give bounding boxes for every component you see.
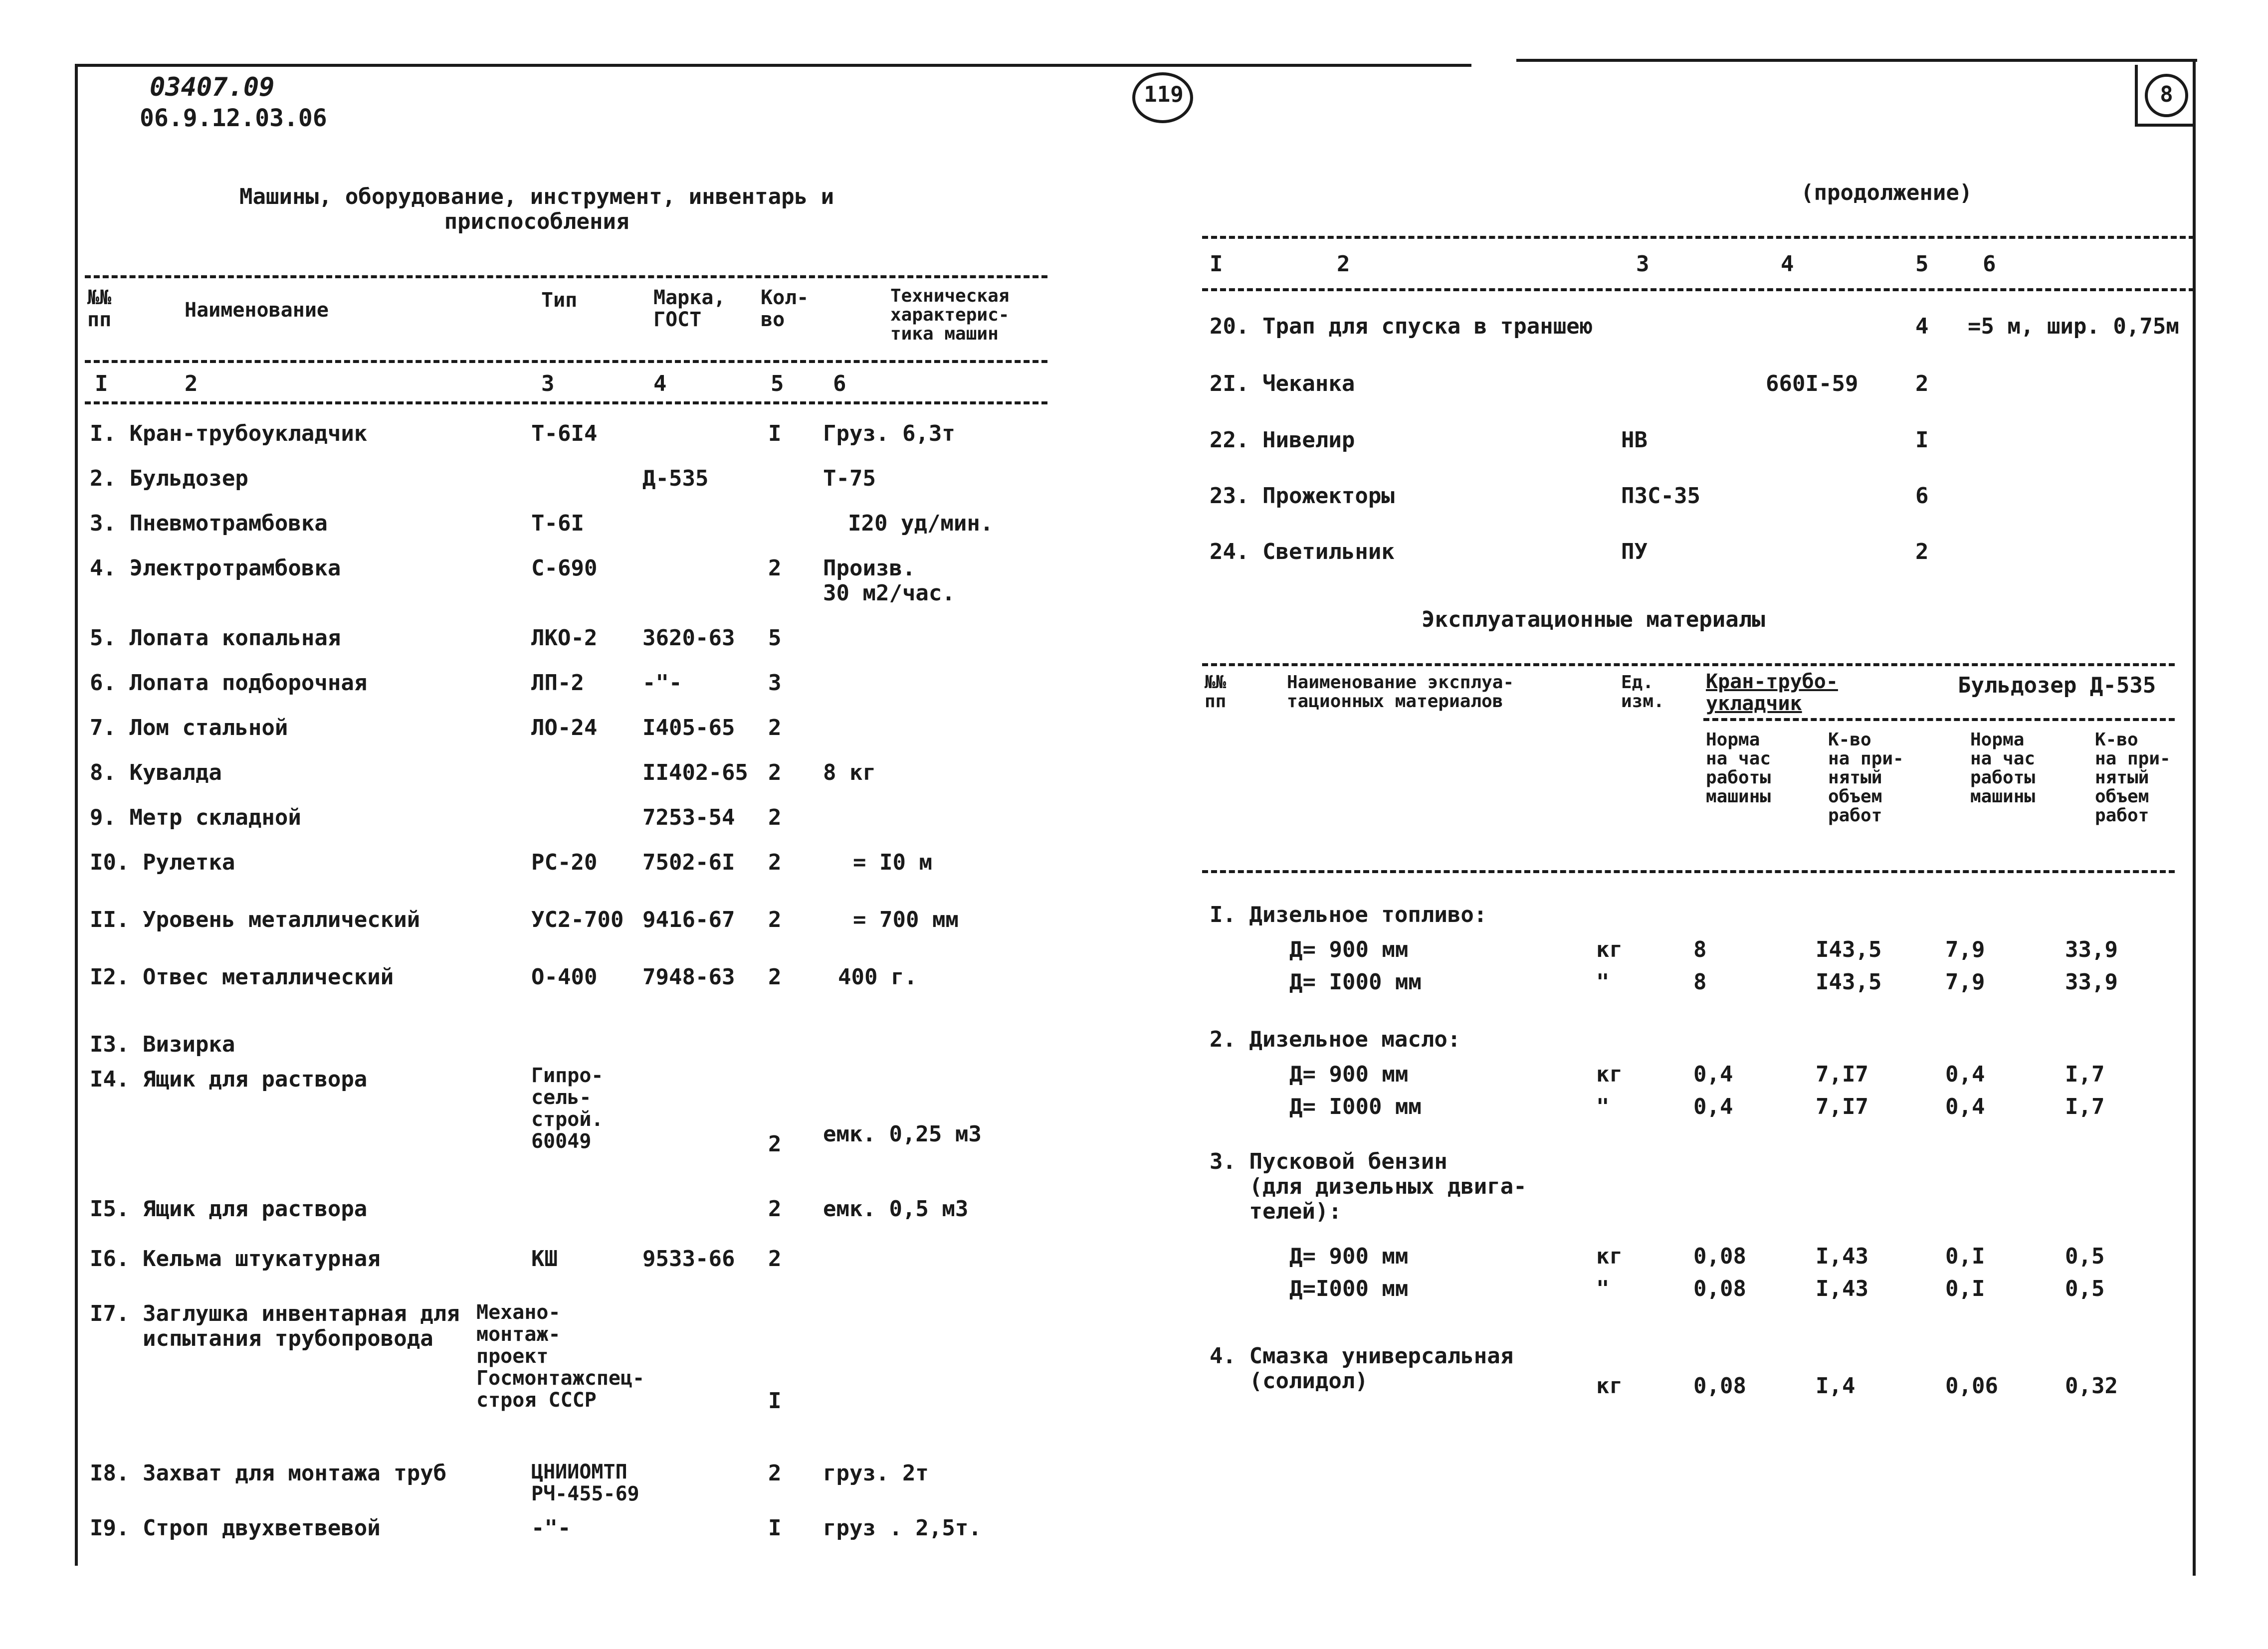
left-col-name: Наименование: [185, 299, 329, 322]
material-norm-bulldozer: 7,9: [1945, 969, 1985, 995]
equipment-name: I. Кран-трубоукладчик: [90, 421, 368, 446]
equipment-qty: 2: [768, 1131, 782, 1157]
material-qty-crane: I43,5: [1816, 969, 1882, 995]
equipment-name: 7. Лом стальной: [90, 715, 288, 740]
material-norm-crane: 0,4: [1693, 1062, 1733, 1087]
materials-header-bottom-line: [1202, 870, 2175, 873]
left-column-number: I: [95, 371, 108, 396]
equipment-mark: 9416-67: [642, 907, 735, 932]
equipment-qty: 2: [768, 907, 782, 932]
material-qty-crane: I43,5: [1816, 937, 1882, 962]
left-col-type: Тип: [541, 289, 578, 312]
materials-col-norm-1: Норма на час работы машины: [1706, 730, 1771, 807]
left-column-number: 2: [185, 371, 198, 396]
material-unit: кг: [1596, 937, 1623, 962]
equipment-qty: I: [768, 1515, 782, 1541]
left-column-number: 6: [833, 371, 846, 396]
material-qty-crane: I,4: [1816, 1373, 1856, 1399]
right-column-number: 4: [1781, 251, 1794, 277]
sheet-number: 8: [2160, 82, 2173, 107]
material-diameter: Д= 900 мм: [1289, 1244, 1409, 1269]
equipment-mark: 7253-54: [642, 805, 735, 830]
equipment-name: I8. Захват для монтажа труб: [90, 1461, 447, 1486]
material-unit: ": [1596, 1276, 1610, 1301]
frame-top-right: [1516, 59, 2197, 62]
left-column-number: 5: [771, 371, 784, 396]
left-col-tech: Техническая характерис- тика машин: [890, 286, 1010, 344]
materials-col-unit: Ед. изм.: [1621, 672, 1664, 712]
equipment-name: II. Уровень металлический: [90, 907, 420, 932]
equipment-qty: 4: [1915, 314, 1929, 339]
equipment-name: I9. Строп двухветвевой: [90, 1515, 381, 1541]
right-column-number: 3: [1636, 251, 1649, 277]
equipment-qty: 2: [768, 1246, 782, 1272]
doc-code: 06.9.12.03.06: [140, 104, 327, 132]
left-column-number: 4: [653, 371, 667, 396]
equipment-tech: Т-75: [823, 466, 876, 491]
material-norm-bulldozer: 0,4: [1945, 1062, 1985, 1087]
material-norm-crane: 0,08: [1693, 1276, 1746, 1301]
material-title: 3. Пусковой бензин (для дизельных двига- телей):: [1210, 1149, 1527, 1224]
equipment-type: ЦНИИОМТП РЧ-455-69: [531, 1461, 639, 1505]
left-column-number: 3: [541, 371, 555, 396]
frame-top-left: [75, 64, 1471, 67]
materials-col-name: Наименование эксплуа- тационных материалов: [1287, 672, 1514, 712]
equipment-tech: Груз. 6,3т: [823, 421, 955, 446]
materials-header-top-line: [1202, 663, 2175, 666]
materials-title: Эксплуатационные материалы: [1422, 607, 1765, 632]
equipment-name: 23. Прожекторы: [1210, 483, 1395, 509]
equipment-name: 5. Лопата копальная: [90, 625, 341, 651]
equipment-type: С-690: [531, 555, 598, 581]
sheet-number-box: [2135, 65, 2138, 125]
materials-col-qty-1: К-во на при- нятый объем работ: [1828, 730, 1904, 826]
equipment-qty: 2: [1915, 539, 1929, 564]
material-qty-bulldozer: 0,5: [2065, 1244, 2105, 1269]
left-title: Машины, оборудование, инструмент, инвентарь и приспособления: [239, 184, 834, 234]
equipment-tech: емк. 0,5 м3: [823, 1196, 969, 1222]
equipment-qty: 2: [1915, 371, 1929, 396]
material-norm-bulldozer: 7,9: [1945, 937, 1985, 962]
right-header-bottom-line: [1202, 288, 2195, 291]
equipment-tech: груз. 2т: [823, 1461, 929, 1486]
left-header-top-line: [85, 275, 1047, 278]
equipment-name: I3. Визирка: [90, 1032, 235, 1057]
equipment-mark: II402-65: [642, 760, 748, 785]
material-norm-crane: 8: [1693, 937, 1707, 962]
material-diameter: Д= I000 мм: [1289, 1094, 1422, 1119]
equipment-tech: I20 уд/мин.: [848, 511, 994, 536]
right-header-top-line: [1202, 236, 2195, 239]
equipment-qty: 2: [768, 1461, 782, 1486]
equipment-qty: 2: [768, 850, 782, 875]
material-norm-bulldozer: 0,I: [1945, 1244, 1985, 1269]
equipment-mark: 7502-6I: [642, 850, 735, 875]
material-qty-bulldozer: I,7: [2065, 1094, 2105, 1119]
material-qty-bulldozer: 0,5: [2065, 1276, 2105, 1301]
material-unit: кг: [1596, 1062, 1623, 1087]
equipment-tech: =5 м, шир. 0,75м: [1968, 314, 2179, 339]
equipment-type: ЛП-2: [531, 670, 584, 696]
left-header-mid-line: [85, 360, 1047, 363]
material-norm-bulldozer: 0,06: [1945, 1373, 1998, 1399]
equipment-tech: 8 кг: [823, 760, 876, 785]
frame-right: [2193, 60, 2196, 1576]
equipment-name: 2I. Чеканка: [1210, 371, 1355, 396]
equipment-qty: 2: [768, 715, 782, 740]
material-diameter: Д=I000 мм: [1289, 1276, 1409, 1301]
equipment-type: Т-6I: [531, 511, 584, 536]
equipment-qty: 2: [768, 805, 782, 830]
materials-col-norm-2: Норма на час работы машины: [1970, 730, 2036, 807]
material-qty-crane: 7,I7: [1816, 1062, 1868, 1087]
material-qty-crane: I,43: [1816, 1276, 1868, 1301]
frame-left: [75, 65, 78, 1566]
equipment-mark: 3620-63: [642, 625, 735, 651]
material-unit: ": [1596, 969, 1610, 995]
equipment-qty: 5: [768, 625, 782, 651]
materials-group-line: [1703, 718, 2175, 721]
equipment-type: О-400: [531, 964, 598, 990]
equipment-mark: -"-: [642, 670, 682, 696]
equipment-type: ЛКО-2: [531, 625, 598, 651]
equipment-type: РС-20: [531, 850, 598, 875]
right-column-number: 5: [1915, 251, 1929, 277]
materials-col-no: №№ пп: [1205, 672, 1227, 712]
material-qty-crane: I,43: [1816, 1244, 1868, 1269]
equipment-name: 2. Бульдозер: [90, 466, 248, 491]
materials-col-group2: Бульдозер Д-535: [1958, 673, 2156, 698]
equipment-tech: = 700 мм: [853, 907, 959, 932]
material-unit: кг: [1596, 1373, 1623, 1399]
material-diameter: Д= I000 мм: [1289, 969, 1422, 995]
material-unit: ": [1596, 1094, 1610, 1119]
equipment-qty: 6: [1915, 483, 1929, 509]
equipment-qty: 3: [768, 670, 782, 696]
equipment-qty: 2: [768, 555, 782, 581]
equipment-type: Гипро- сель- строй. 60049: [531, 1064, 604, 1153]
equipment-type: ПУ: [1621, 539, 1648, 564]
equipment-name: I7. Заглушка инвентарная для испытания трубопровода: [90, 1301, 460, 1351]
material-title: 4. Смазка универсальная (солидол): [1210, 1343, 1514, 1394]
material-norm-bulldozer: 0,4: [1945, 1094, 1985, 1119]
handwritten-doc-code: 03407.09: [150, 72, 275, 102]
equipment-type: Т-6I4: [531, 421, 598, 446]
equipment-qty: I: [768, 1388, 782, 1414]
right-column-number: 6: [1983, 251, 1996, 277]
material-norm-crane: 0,08: [1693, 1244, 1746, 1269]
material-norm-crane: 0,4: [1693, 1094, 1733, 1119]
equipment-name: 20. Трап для спуска в траншею: [1210, 314, 1593, 339]
equipment-qty: I: [1915, 427, 1929, 453]
equipment-mark: Д-535: [642, 466, 709, 491]
equipment-qty: 2: [768, 760, 782, 785]
material-title: 2. Дизельное масло:: [1210, 1027, 1461, 1052]
equipment-type: ЛО-24: [531, 715, 598, 740]
equipment-type: Механо- монтаж- проект Госмонтажспец- строя СССР: [476, 1301, 645, 1412]
material-title: I. Дизельное топливо:: [1210, 902, 1487, 927]
material-qty-bulldozer: I,7: [2065, 1062, 2105, 1087]
equipment-qty: I: [768, 421, 782, 446]
equipment-mark: 660I-59: [1766, 371, 1858, 396]
equipment-qty: 2: [768, 964, 782, 990]
left-col-mark: Марка, ГОСТ: [653, 286, 726, 331]
continuation-label: (продолжение): [1801, 180, 1973, 205]
right-column-number: 2: [1337, 251, 1350, 277]
equipment-type: КШ: [531, 1246, 558, 1272]
equipment-name: 6. Лопата подборочная: [90, 670, 368, 696]
equipment-name: 22. Нивелир: [1210, 427, 1355, 453]
material-unit: кг: [1596, 1244, 1623, 1269]
equipment-mark: 9533-66: [642, 1246, 735, 1272]
material-norm-crane: 0,08: [1693, 1373, 1746, 1399]
materials-col-group1: Кран-трубо- укладчик: [1706, 670, 1838, 715]
material-qty-crane: 7,I7: [1816, 1094, 1868, 1119]
equipment-tech: емк. 0,25 м3: [823, 1121, 982, 1147]
material-qty-bulldozer: 0,32: [2065, 1373, 2118, 1399]
equipment-name: I4. Ящик для раствора: [90, 1067, 368, 1092]
left-col-qty: Кол- во: [761, 286, 809, 331]
equipment-mark: I405-65: [642, 715, 735, 740]
materials-col-qty-2: К-во на при- нятый объем работ: [2095, 730, 2171, 826]
sheet-number-box-bottom: [2135, 124, 2196, 127]
equipment-tech: = I0 м: [853, 850, 932, 875]
equipment-name: 24. Светильник: [1210, 539, 1395, 564]
equipment-qty: 2: [768, 1196, 782, 1222]
equipment-name: I5. Ящик для раствора: [90, 1196, 368, 1222]
equipment-type: ПЗС-35: [1621, 483, 1700, 509]
equipment-mark: 7948-63: [642, 964, 735, 990]
equipment-name: I6. Кельма штукатурная: [90, 1246, 381, 1272]
material-diameter: Д= 900 мм: [1289, 937, 1409, 962]
material-norm-bulldozer: 0,I: [1945, 1276, 1985, 1301]
equipment-tech: Произв. 30 м2/час.: [823, 555, 955, 606]
page-number: 119: [1144, 82, 1184, 107]
material-qty-bulldozer: 33,9: [2065, 969, 2118, 995]
material-qty-bulldozer: 33,9: [2065, 937, 2118, 962]
equipment-name: 3. Пневмотрамбовка: [90, 511, 328, 536]
equipment-name: 9. Метр складной: [90, 805, 301, 830]
right-column-number: I: [1210, 251, 1223, 277]
left-header-bottom-line: [85, 401, 1047, 404]
material-diameter: Д= 900 мм: [1289, 1062, 1409, 1087]
equipment-name: 4. Электротрамбовка: [90, 555, 341, 581]
equipment-type: УС2-700: [531, 907, 624, 932]
equipment-name: I2. Отвес металлический: [90, 964, 394, 990]
material-norm-crane: 8: [1693, 969, 1707, 995]
equipment-name: I0. Рулетка: [90, 850, 235, 875]
equipment-type: -"-: [531, 1515, 571, 1541]
equipment-tech: 400 г.: [838, 964, 917, 990]
equipment-type: НВ: [1621, 427, 1648, 453]
equipment-name: 8. Кувалда: [90, 760, 222, 785]
left-col-no: №№ пп: [87, 286, 112, 331]
equipment-tech: груз . 2,5т.: [823, 1515, 982, 1541]
